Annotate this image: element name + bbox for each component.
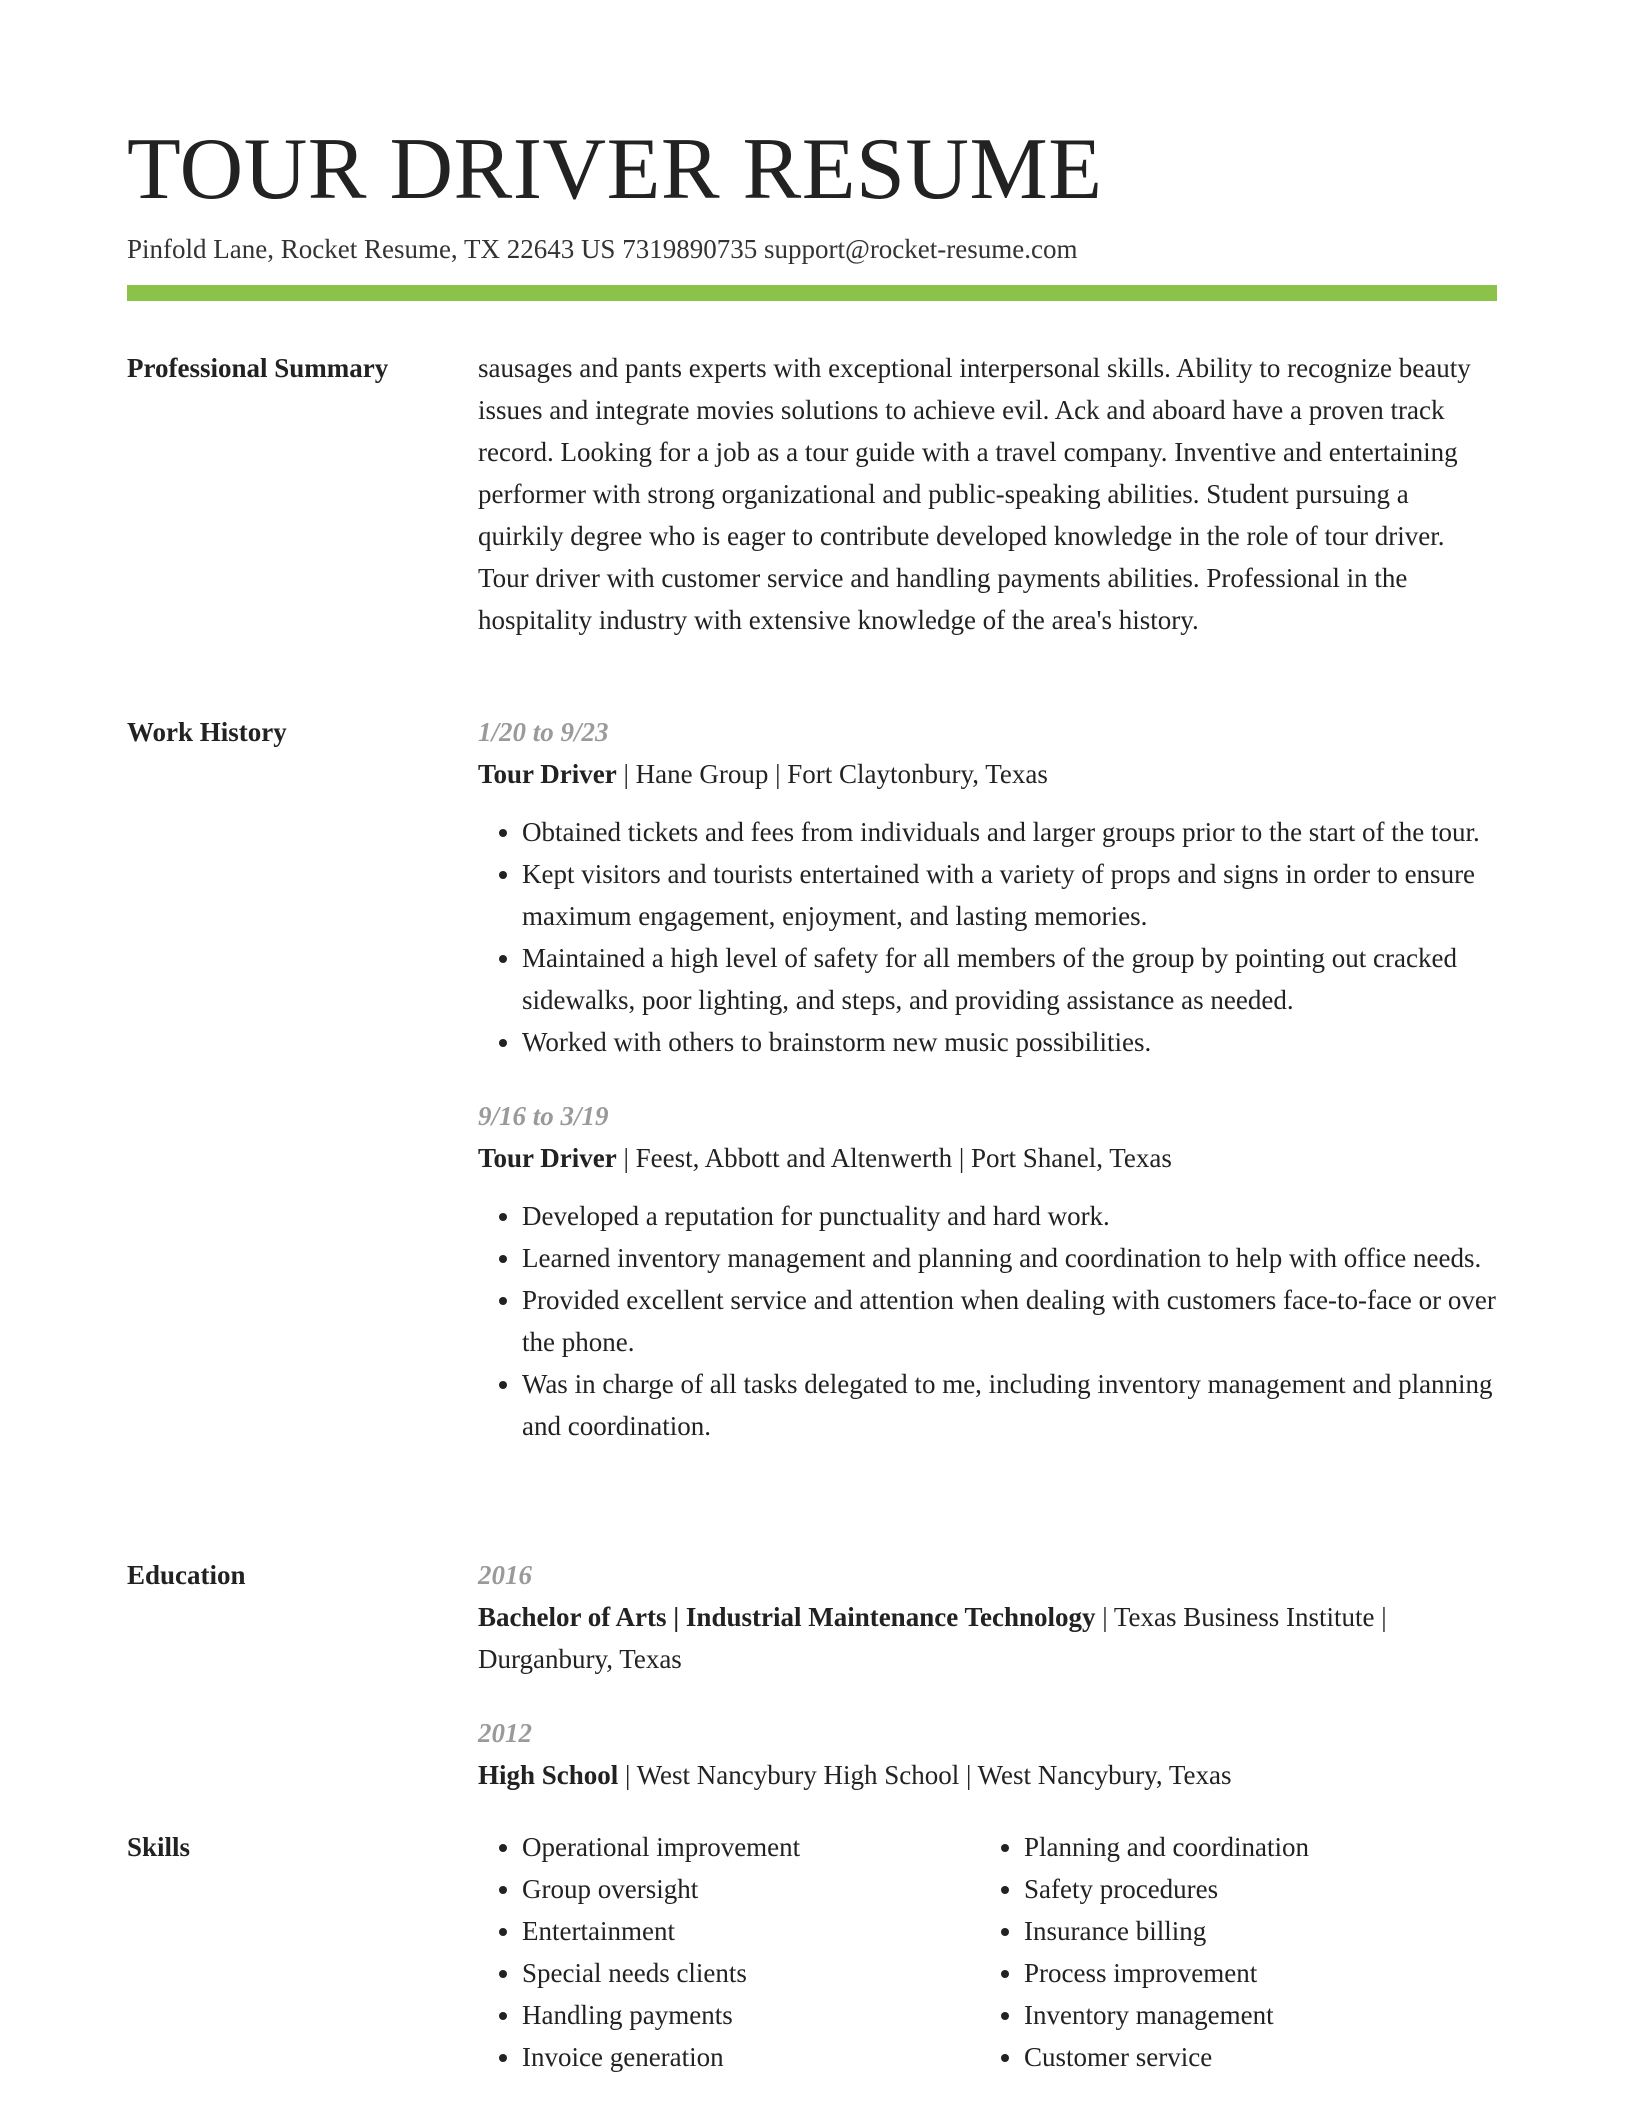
skill-item: • Operational improvement [522,1826,980,1868]
job-entry [478,711,1497,1063]
education-heading: Education [127,1560,246,1590]
skill-item: • Customer service [1024,2036,1482,2078]
summary-heading: Professional Summary [127,353,389,383]
job-bullet: • Kept visitors and tourists entertained with a variety of props and signs in order to ensure maximum engagement, enjoyment, and lasting memories. [522,853,1497,937]
skill-item: • Special needs clients [522,1952,980,1994]
work-history-heading: Work History [127,717,287,747]
skill-item: • Group oversight [522,1868,980,1910]
summary-text: sausages and pants experts with exceptional interpersonal skills. Ability to recognize beauty issues and integrate movies solutions to achieve evil. Ack and aboard have a proven track record. Looking for a job as a tour guide with a travel company. Inventive and entertaining performer with strong organizational and public-speaking abilities. Student pursuing a quirkily degree who is eager to contribute developed knowledge in the role of tour driver. Tour driver with customer service and handling payments abilities. Professional in the hospitality industry with extensive knowledge of the area's history. [478,353,1471,635]
education-year: 2016 [478,1560,532,1590]
job-title: Tour Driver [478,1143,617,1173]
education-degree: High School [478,1760,619,1790]
job-line [478,753,1497,795]
education-entry [478,1712,1497,1796]
education-entry [478,1554,1497,1680]
job-bullets [478,1195,1497,1447]
education-line [478,1754,1497,1796]
job-line [478,1137,1497,1179]
skill-item: • Process improvement [1024,1952,1482,1994]
education-line [478,1596,1497,1680]
skill-item: • Handling payments [522,1994,980,2036]
resume-title: TOUR DRIVER RESUME [127,121,1103,218]
education-degree: Bachelor of Arts | Industrial Maintenance Technology [478,1602,1096,1632]
skills-left-column [478,1826,980,2078]
skill-item: • Inventory management [1024,1994,1482,2036]
education-details: | Texas Business Institute | Durganbury, Texas [478,1602,1387,1674]
education-body [478,1554,1497,1796]
job-entry [478,1095,1497,1447]
job-details: | Feest, Abbott and Altenwerth | Port Shanel, Texas [616,1143,1172,1173]
skill-item: • Planning and coordination [1024,1826,1482,1868]
job-bullet: • Learned inventory management and planning and coordination to help with office needs. [522,1237,1497,1279]
job-title: Tour Driver [478,759,617,789]
job-bullet: • Worked with others to brainstorm new music possibilities. [522,1021,1497,1063]
skills-body [478,1826,1497,2078]
accent-divider [127,285,1497,301]
job-dates: 1/20 to 9/23 [478,717,609,747]
skills-right-column [980,1826,1482,2078]
skill-item: • Safety procedures [1024,1868,1482,1910]
skill-item: • Insurance billing [1024,1910,1482,1952]
skill-item: • Entertainment [522,1910,980,1952]
job-bullet: • Maintained a high level of safety for all members of the group by pointing out cracked sidewalks, poor lighting, and steps, and providing assistance as needed. [522,937,1497,1021]
job-bullet: • Was in charge of all tasks delegated to me, including inventory management and planning and coordination. [522,1363,1497,1447]
skills-heading: Skills [127,1832,191,1862]
contact-line: Pinfold Lane, Rocket Resume, TX 22643 US 7319890735 support@rocket-resume.com [127,234,1078,264]
work-history-body [478,711,1497,1447]
education-details: | West Nancybury High School | West Nancybury, Texas [618,1760,1232,1790]
education-year: 2012 [478,1718,532,1748]
skill-item: • Invoice generation [522,2036,980,2078]
job-bullet: • Provided excellent service and attention when dealing with customers face-to-face or over the phone. [522,1279,1497,1363]
job-dates: 9/16 to 3/19 [478,1101,609,1131]
job-bullet: • Obtained tickets and fees from individuals and larger groups prior to the start of the tour. [522,811,1497,853]
job-bullet: • Developed a reputation for punctuality and hard work. [522,1195,1497,1237]
job-details: | Hane Group | Fort Claytonbury, Texas [616,759,1048,789]
job-bullets [478,811,1497,1063]
